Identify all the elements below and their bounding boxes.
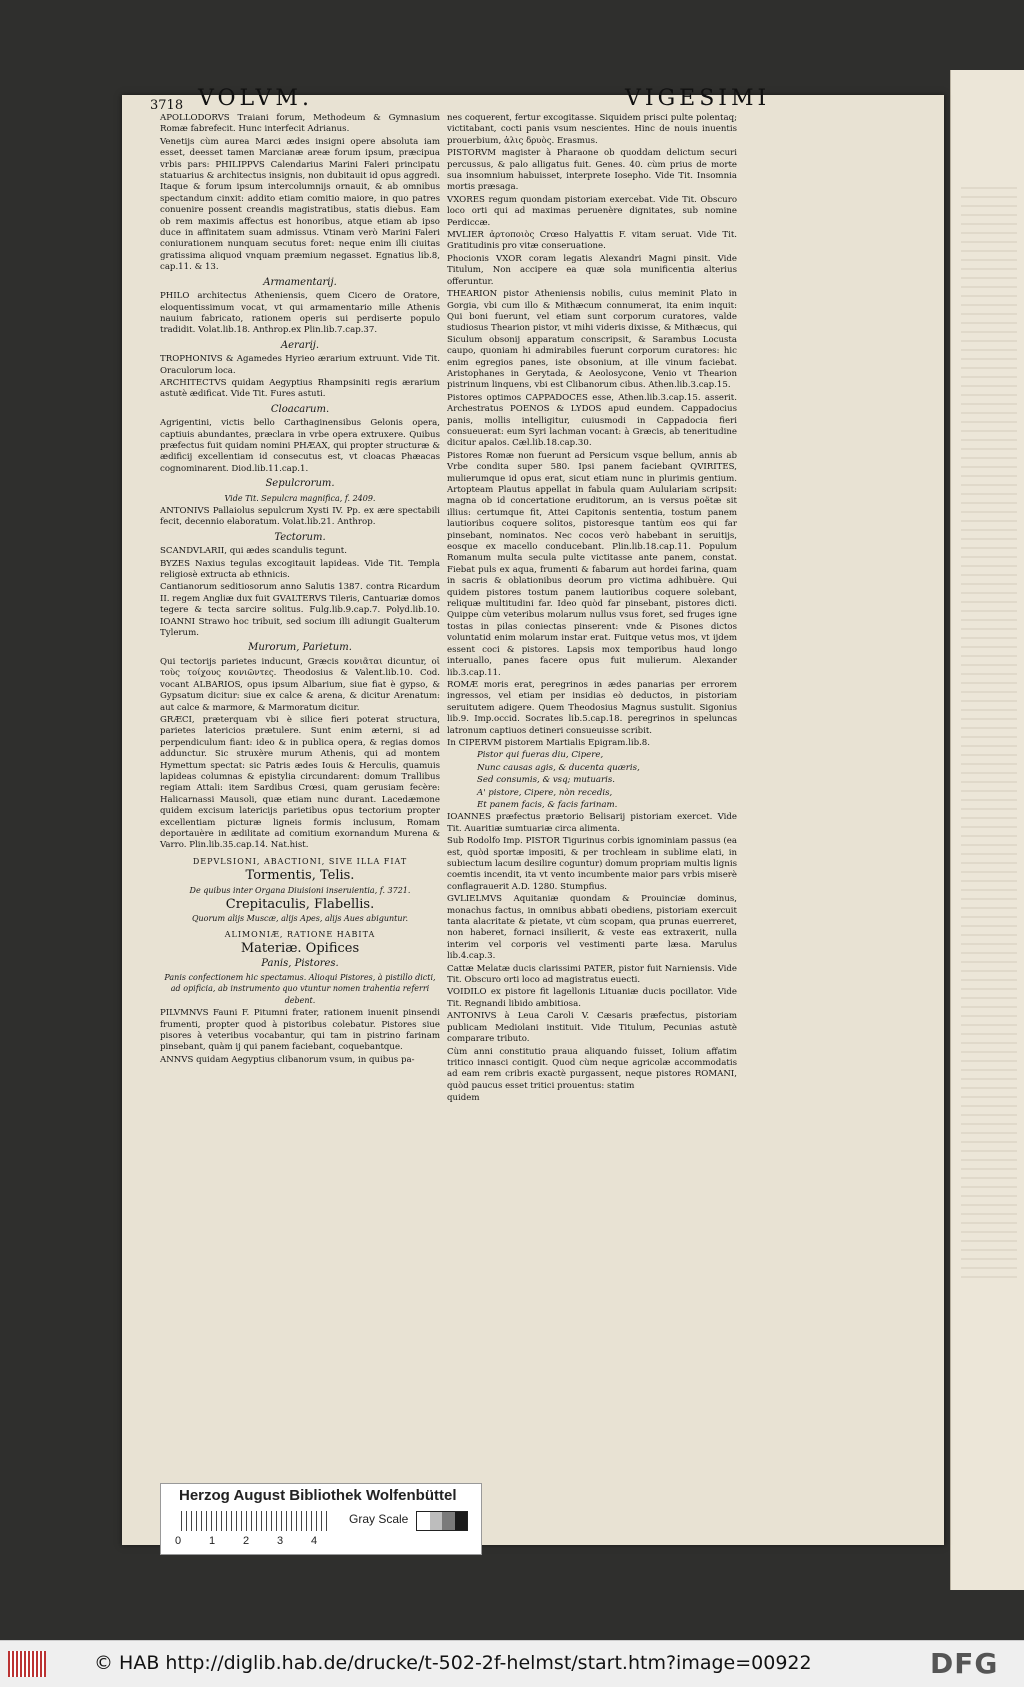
gray-scale-label: Gray Scale <box>349 1512 409 1526</box>
section-heading: Materiæ. Opifices <box>240 941 360 957</box>
section-heading: Tormentis, Telis. <box>245 868 355 884</box>
gray-swatch <box>430 1512 443 1530</box>
right-text-column <box>447 113 737 1106</box>
text-paragraph: ROMÆ moris erat, peregrinos in ædes panarias per errorem ingressos, vel etiam per insidias eò deductos, in pistoriam seruitutem adigere. Quem Theodosius Magnus sustulit. Sigonius lib.9. Imp.occid. Socrates lib.5.cap.18. peregrinos in speluncas latronum captiuos detineri consueuisse scribit. <box>447 679 737 736</box>
barcode-icon <box>8 1651 46 1677</box>
text-paragraph: Qui tectorijs parietes inducunt, Græcis κονιᾶται dicuntur, οἱ τοὺς τοίχους κονιῶντες. Theodosius & Valent.lib.10. Cod. vocant ALBARIOS, opus ipsum Albarium, siue fiat è gypso, & Gypsatum dicitur: siue ex calce & arena, & dicitur Arenatum: aut calce & marmore, & Marmoratum dicitur. <box>160 656 440 713</box>
text-paragraph: GVLIELMVS Aquitaniæ quondam & Prouinciæ dominus, monachus factus, in omnibus abbati obediens, pistoriam exercuit tanta alacritate & pietate, vt cùm scopam, qua prunas euerreret, non haberet, fornaci insilierit, & veste eas extraxerit, nulla interim vel corporis vel vestimenti parte læsa. Marulus lib.4.cap.3. <box>447 894 737 962</box>
section-heading: Crepitaculis, Flabellis. <box>225 897 375 912</box>
verse-line: Et panem facis, & facis farinam. <box>477 799 618 810</box>
section-heading: Panis, Pistores. <box>261 957 339 969</box>
page-number: 3718 <box>150 98 184 113</box>
text-paragraph: Venetijs cùm aurea Marci ædes insigni opere absoluta iam esset, deesset tamen Marcianæ areæ forum ipsum, præcipua vrbis pars: PHILIPPVS Calendarius Marini Faleri principatu statuarius & architectus insignis, non dubitauit id opus aggredi. Itaque & forum ipsum intercolumnijs ornauit, & ab omnibus spectandum cinxit: addito etiam comitio maiore, in quo patres conuenire possent creandis magistratibus, statis diebus. Eam ob rem maximis affectus est honoribus, atque etiam ab ipso duce in affinitatem suam admissus. Vtinam verò Marini Faleri coniurationem nunquam secutus foret: neque enim illi ciuitas gratissima aliquod vnquam præmium negasset. Egnatius lib.8, cap.11. & 13. <box>160 136 440 273</box>
text-paragraph: VXORES regum quondam pistoriam exercebat. Vide Tit. Obscuro loco orti qui ad maximas peruenère dignitates, sub nomine Perdiccæ. <box>447 194 737 228</box>
text-paragraph: TROPHONIVS & Agamedes Hyrieo ærarium extruunt. Vide Tit. Oraculorum loca. <box>160 354 440 376</box>
text-paragraph: Cattæ Melatæ ducis clarissimi PATER, pistor fuit Narniensis. Vide Tit. Obscuro orti loco ad magistratus euecti. <box>447 963 737 986</box>
text-paragraph: Sub Rodolfo Imp. PISTOR Tigurinus corbis ignominiam passus (ea est, quòd sportæ impositi, & per trochleam in sublime elati, in subiectum lacum desilire coguntur) domum propriam multis lignis coemtis incendit, ita vt vento incumbente maior pars vrbis miserè conflagrauerit A.D. 1280. Stumpfius. <box>447 836 737 892</box>
running-title-right: VIGESIMI <box>625 86 771 111</box>
gray-swatch <box>417 1512 430 1530</box>
section-heading: Quorum alijs Muscæ, alijs Apes, alijs Aues abiguntur. <box>191 914 409 924</box>
running-title-left: VOLVM. <box>198 86 313 111</box>
adjacent-page-edge <box>950 70 1024 1590</box>
section-heading: ALIMONIÆ, RATIONE HABITA <box>224 929 376 939</box>
text-paragraph: VOIDILO ex pistore fit lagellonis Lituaniæ ducis pocillator. Vide Tit. Regnandi libido ambitiosa. <box>447 987 737 1009</box>
dfg-logo: DFG <box>930 1647 999 1680</box>
ruler-number: 4 <box>311 1535 318 1547</box>
text-paragraph: THEARION pistor Atheniensis nobilis, cuius meminit Plato in Gorgia, vbi cum illo & Mithæcum connumerat, ita enim inquit: Qui boni fuerunt, vel etiam sunt corporum curatores, valde studiosus Thearion pistor, vt mihi videris dixisse, & Mithæcus, qui Siculum obsonij apparatum conscripsit, & Sarambus Locusta caupo, quoniam hi admirabiles fuerunt corporum curatores: hic enim egregios panes, iste obsonium, at ille vinum faciebat. Aristophanes in Gerytada, & Aeolosycone, Venio vt Thearion pistrinum linquens, vbi est Clibanorum cibus. Athen.lib.3.cap.15. <box>447 289 737 391</box>
text-paragraph: PILVMNVS Fauni F. Pitumni frater, rationem inuenit pinsendi frumenti, propter quod à pistoribus colebatur. Pistores siue pisores à veteribus vocabantur, qui tam in pistrino farinam pinsebant, quàm ij qui panem faciebant, coquebantque. <box>160 1008 440 1053</box>
text-paragraph: ANTONIVS Pallaiolus sepulcrum Xysti IV. Pp. ex ære spectabili fecit, decennio elaboratum. Volat.lib.21. Anthrop. <box>160 506 440 528</box>
text-paragraph: Phocionis VXOR coram legatis Alexandri Magni pinsit. Vide Titulum, Non accipere ea quæ sola munificentia alterius offeruntur. <box>447 253 737 287</box>
text-paragraph: In CIPERVM pistorem Martialis Epigram.lib.8. <box>447 737 651 748</box>
section-heading: Sepulcrorum. <box>265 478 335 490</box>
color-scale-card <box>160 1483 482 1555</box>
text-paragraph: BYZES Naxius tegulas excogitauit lapideas. Vide Tit. Templa religiosè extructa ab ethnicis. <box>160 558 440 581</box>
verse-line: Nunc causas agis, & ducenta quæris, <box>477 762 640 773</box>
text-paragraph: SCANDVLARII, qui ædes scandulis tegunt. <box>160 546 347 557</box>
gray-swatch <box>442 1512 455 1530</box>
text-paragraph: nes coquerent, fertur excogitasse. Siquidem prisci pulte polentaq; victitabant, cocti panis vsum nescientes. Hinc de nouis inuentis prouerbium, ἀλις δρυὸς. Erasmus. <box>447 113 737 146</box>
verse-line: A' pistore, Cipere, nòn recedis, <box>477 787 613 798</box>
text-paragraph: MVLIER ἀρτοποιὸς Crœso Halyattis F. vitam seruat. Vide Tit. Gratitudinis pro vitæ conseruatione. <box>447 230 737 252</box>
ruler-icon <box>181 1511 331 1531</box>
adjacent-page-text <box>961 180 1017 1280</box>
section-heading: Aerarij. <box>280 339 320 351</box>
gray-swatch <box>455 1512 468 1530</box>
source-url[interactable]: © HAB http://diglib.hab.de/drucke/t-502-2f-helmst/start.htm?image=00922 <box>94 1652 812 1674</box>
text-paragraph: ANTONIVS à Leua Caroli V. Cæsaris præfectus, pistoriam publicam Mediolani instituit. Vide Titulum, Pecunias astutè comparare tributo. <box>447 1011 737 1045</box>
ruler-number: 3 <box>277 1535 284 1547</box>
text-paragraph: GRÆCI, præterquam vbi è silice fieri poterat structura, parietes latericios prætulere. Sunt enim æterni, si ad perpendiculum fiant: ideo & in publica opera, & regias domos addunctur. Sic struxère murum Athenis, qui ad montem Hymettum spectat: sic Patris ædes Iouis & Herculis, quamuis lapideas columnas & epistylia circundarent: domum Trallibus regiam Attali: item Sardibus Crœsi, quam gerusiam fecère: Halicarnassi Mausoli, quæ etiam nunc durant. Lacedæmone quidem excisum latericijs parietibus opus tectorium propter excellentiam picturæ ligneis formis inclusum, Romam deportauère in ædilitate ad comitium exornandum Murena & Varro. Plin.lib.35.cap.14. Nat.hist. <box>160 714 440 851</box>
ruler-number: 0 <box>175 1535 182 1547</box>
library-name: Herzog August Bibliothek Wolfenbüttel <box>179 1487 457 1504</box>
section-heading: Vide Tit. Sepulcra magnifica, f. 2409. <box>224 493 376 503</box>
section-heading: Tectorum. <box>274 531 326 543</box>
verse-line: Pistor qui fueras diu, Cipere, <box>477 750 604 761</box>
section-heading: Armamentarij. <box>263 276 337 288</box>
text-paragraph: IOANNES præfectus prætorio Belisarij pistoriam exercet. Vide Tit. Auaritiæ sumtuariæ circa alimenta. <box>447 812 737 834</box>
verse-line: Sed consumis, & vsq; mutuaris. <box>477 775 616 786</box>
ruler-number: 2 <box>243 1535 250 1547</box>
gray-swatches <box>416 1511 468 1531</box>
text-paragraph: APOLLODORVS Traiani forum, Methodeum & Gymnasium Romæ fabrefecit. Hunc interfecit Adrianus. <box>160 113 440 135</box>
section-heading: DEPVLSIONI, ABACTIONI, SIVE ILLA FIAT <box>192 856 408 866</box>
section-heading: Murorum, Parietum. <box>248 642 352 654</box>
section-heading: Cloacarum. <box>270 403 330 415</box>
text-paragraph: Cantianorum seditiosorum anno Salutis 1387. contra Ricardum II. regem Angliæ dux fuit GVALTERVS Tileris, Cantuariæ domos tegere & tecta sarcire solitus. Fulg.lib.9.cap.7. Polyd.lib.10. IOANNI Strawo hoc tribuit, sed socium illi adiungit Gualterum Tylerum. <box>160 582 440 639</box>
text-paragraph: Pistores optimos CAPPADOCES esse, Athen.lib.3.cap.15. asserit. Archestratus POENOS & LYDOS apud eundem. Cappadocius panis, mollis intelligitur, cuiusmodi in Cappadocia fieri consueuerat: eum Syri lachman vocant: à Græcis, ab teneritudine dicitur apalos. Cæl.lib.18.cap.30. <box>447 392 737 449</box>
text-paragraph: Pistores Romæ non fuerunt ad Persicum vsque bellum, annis ab Vrbe condita super 580. Ipsi panem faciebant QVIRITES, mulierumque id opus erat, sicut etiam nunc in plurimis gentium. Artopteam Plautus appellat in fabula quam Aululariam scripsit: magna ob id concertatione eruditorum, an is versus poëtæ sit illius: certumque fit, Attei Capitonis sententia, tostum panem lautioribus coquere solitos, pistoresque tantùm eos qui far pinsebant, nominatos. Nec cocos verò habebant in seruitijs, eosque ex macello conducebant. Plin.lib.18.cap.11. Populum Romanum multa secula pulte victitasse ante panem, constat. Fiebat puls ex aqua, frumenti & fabarum aut hordei farina, quam in sacris & oblationibus deorum pro victima adhibuère. Qui quidem pistores tostum panem lautioribus coquere solebant, reliquæ multitudini far. Ideo quòd far pinsebant, pistores dicti. Quippe cùm veteribus molarum nullus vsus foret, sed fruges igne tostas in pilas coniectas pinserent: vnde & Pisones dictos voluntatid enim molarum instar erat. Fuitque vetus mos, vt ijdem essent coci & pistores. Lapsis mox temporibus haud longo interuallo, panes facere opus fuit mulierum. Alexander lib.3.cap.11. <box>447 450 737 678</box>
left-text-column <box>160 113 440 1067</box>
section-heading: Panis confectionem hic spectamus. Alioqui Pistores, à pistillo dicti, ad opificia, ab instrumento quo vtuntur nomen trahentia referri debent. <box>164 973 436 1005</box>
ruler-number: 1 <box>209 1535 216 1547</box>
text-paragraph: ARCHITECTVS quidam Aegyptius Rhampsiniti regis ærarium astutè ædificat. Vide Tit. Fures astuti. <box>160 377 440 400</box>
footer-bar <box>0 1640 1024 1687</box>
text-paragraph: Cùm anni constitutio praua aliquando fuisset, Iolium affatim tritico innasci contigit. Quod cùm neque agricolæ accommodatis ad eam rem cribris exactè purgassent, neque pistores ROMANI, quòd paucus esset tritici prouentus: statim <box>447 1046 737 1091</box>
text-paragraph: PISTORVM magister à Pharaone ob quoddam delictum securi percussus, & palo alligatus fuit. Genes. 40. cùm prius de morte sua insomnium habuisset, interprete Iosepho. Vide Tit. Insomnia mortis præsaga. <box>447 148 737 193</box>
text-paragraph: ANNVS quidam Aegyptius clibanorum vsum, in quibus pa- <box>160 1054 415 1065</box>
text-paragraph: PHILO architectus Atheniensis, quem Cicero de Oratore, eloquentissimum vocat, vt qui armamentario mille Athenis nauium fabricato, rationem operis sui perdiserte populo tradidit. Volat.lib.18. Anthrop.ex Plin.lib.7.cap.37. <box>160 291 440 336</box>
text-paragraph: quidem <box>447 1093 480 1104</box>
text-paragraph: Agrigentini, victis bello Carthaginensibus Gelonis opera, captiuis abundantes, præclara in vrbe opera extruxere. Quibus præfectus fuit quidam nomini PHÆAX, qui propter structuræ & ædificij excellentiam id consecutus est, vt cloacas Phæacas cognominarent. Diod.lib.11.cap.1. <box>160 418 440 474</box>
section-heading: De quibus inter Organa Diuisioni inseruientia, f. 3721. <box>189 885 411 895</box>
